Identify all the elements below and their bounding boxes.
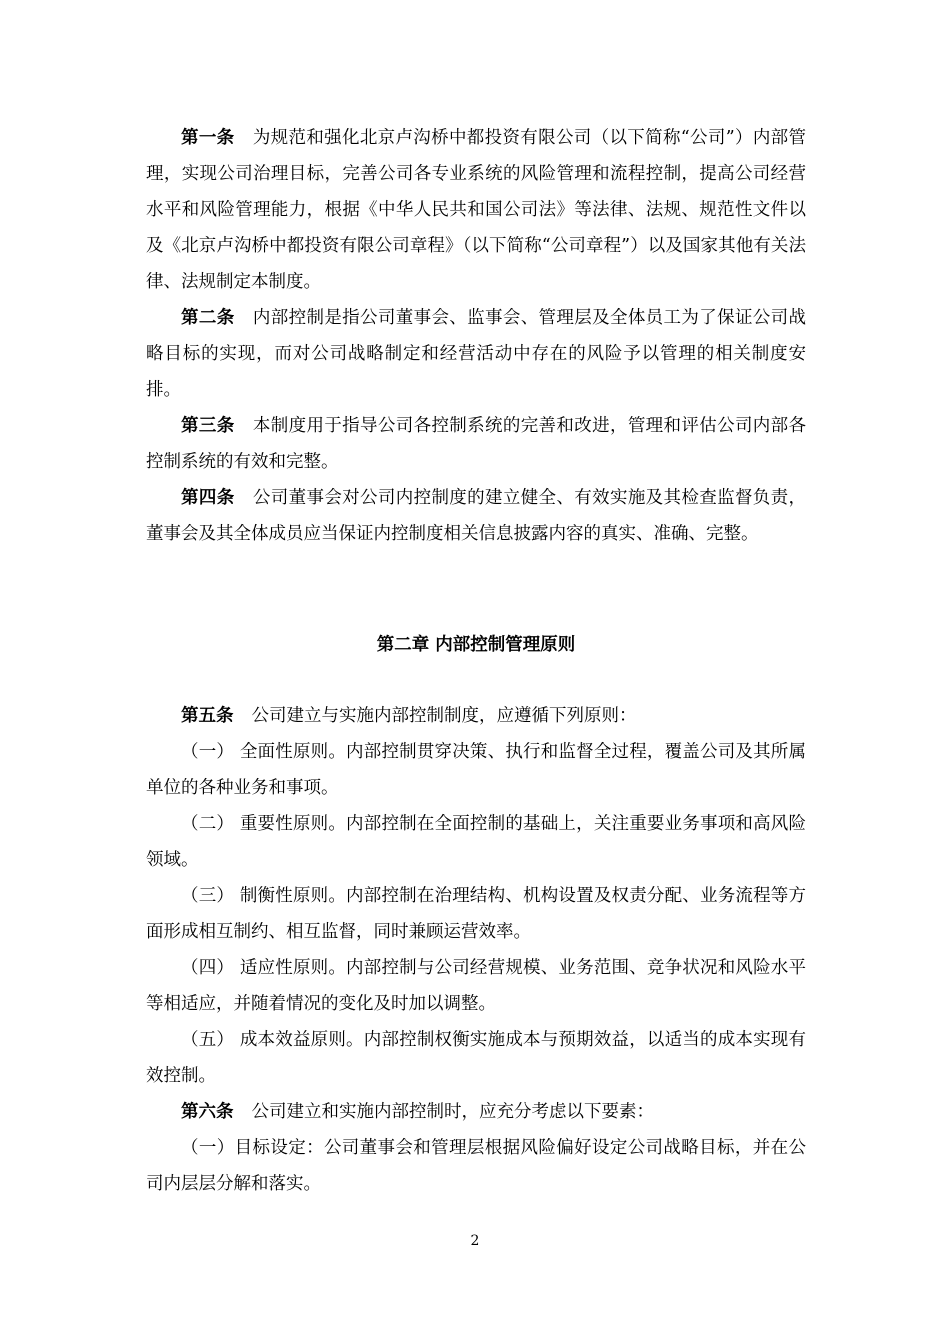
article-label: 第五条 — [181, 706, 234, 726]
principle-1: （一） 全面性原则。内部控制贯穿决策、执行和监督全过程，覆盖公司及其所属单位的各种业务和事项。 — [146, 742, 806, 798]
article-text: 公司建立和实施内部控制时，应充分考虑以下要素： — [251, 1102, 654, 1122]
article-5 — [146, 698, 806, 734]
article-text: 本制度用于指导公司各控制系统的完善和改进，管理和评估公司内部各控制系统的有效和完整。 — [146, 416, 807, 472]
document-body-top — [146, 120, 806, 552]
article-text: 公司建立与实施内部控制制度，应遵循下列原则： — [251, 706, 637, 726]
principle-3: （三） 制衡性原则。内部控制在治理结构、机构设置及权责分配、业务流程等方面形成相互制约、相互监督，同时兼顾运营效率。 — [146, 886, 806, 942]
article-label: 第六条 — [181, 1102, 234, 1122]
article-text: 公司董事会对公司内控制度的建立健全、有效实施及其检查监督负责，董事会及其全体成员应当保证内控制度相关信息披露内容的真实、准确、完整。 — [146, 488, 807, 544]
article-label: 第四条 — [181, 488, 235, 508]
article-label: 第三条 — [181, 416, 235, 436]
article-6 — [146, 1094, 806, 1130]
element-1: （一）目标设定：公司董事会和管理层根据风险偏好设定公司战略目标，并在公司内层层分解和落实。 — [146, 1138, 806, 1194]
chapter-heading: 第二章 内部控制管理原则 — [376, 635, 576, 655]
page-number: 2 — [470, 1233, 480, 1249]
article-2 — [146, 300, 806, 408]
article-text: 为规范和强化北京卢沟桥中都投资有限公司（以下简称“公司”）内部管理，实现公司治理目标，完善公司各专业系统的风险管理和流程控制，提高公司经营水平和风险管理能力，根据《中华人民共和国公司法》等法律、法规、规范性文件以及《北京卢沟桥中都投资有限公司章程》（以下简称“公司章程”）以及国家其他有关法律、法规制定本制度。 — [146, 128, 806, 292]
principle-2: （二） 重要性原则。内部控制在全面控制的基础上，关注重要业务事项和高风险领域。 — [146, 814, 806, 870]
principle-5: （五） 成本效益原则。内部控制权衡实施成本与预期效益，以适当的成本实现有效控制。 — [146, 1030, 806, 1086]
article-4 — [146, 480, 806, 552]
article-label: 第二条 — [181, 308, 235, 328]
article-label: 第一条 — [181, 128, 235, 148]
article-1 — [146, 120, 806, 300]
principle-4: （四） 适应性原则。内部控制与公司经营规模、业务范围、竞争状况和风险水平等相适应，并随着情况的变化及时加以调整。 — [146, 958, 806, 1014]
article-text: 内部控制是指公司董事会、监事会、管理层及全体员工为了保证公司战略目标的实现，而对公司战略制定和经营活动中存在的风险予以管理的相关制度安排。 — [146, 308, 807, 400]
article-3 — [146, 408, 806, 480]
document-body-bottom — [146, 698, 806, 1202]
